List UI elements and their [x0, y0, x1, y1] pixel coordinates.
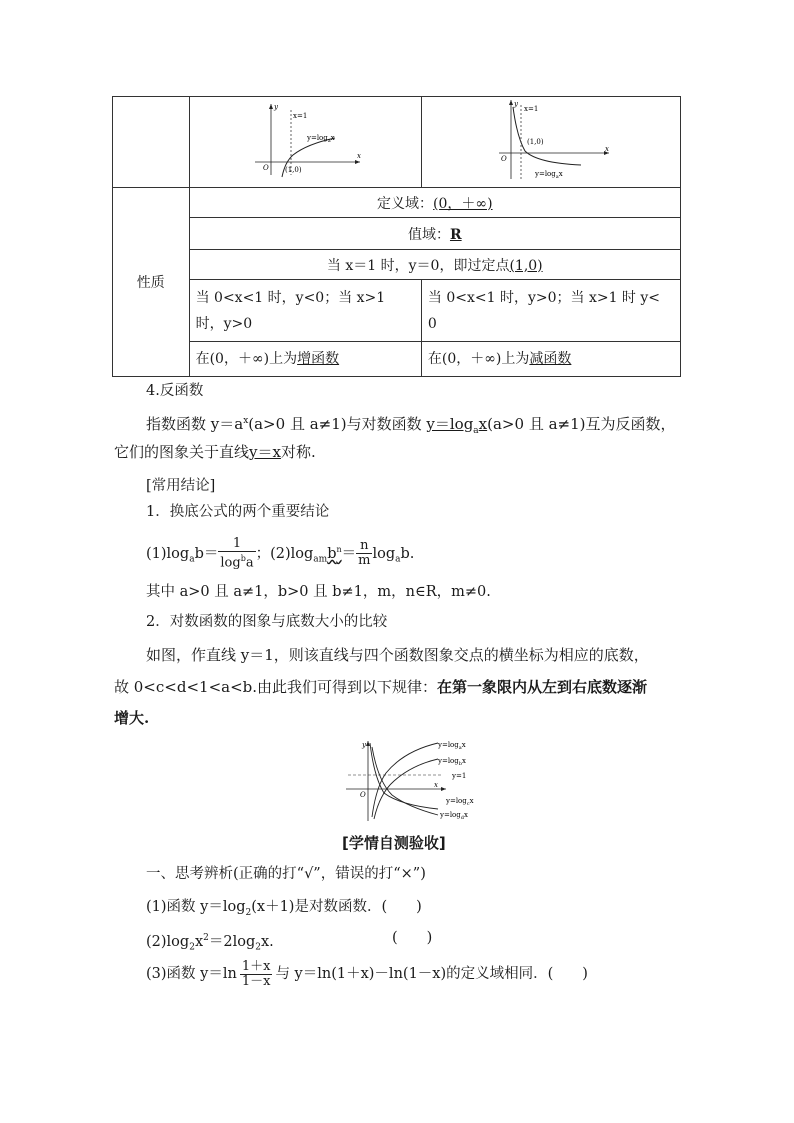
svg-text:x: x [357, 152, 362, 160]
svg-text:x=1: x=1 [293, 112, 308, 120]
svg-text:O: O [360, 791, 366, 799]
svg-text:y=logax: $y=\log_ax$ [534, 170, 563, 180]
row-label-properties: 性质 [113, 188, 190, 377]
svg-text:y=logdx: $y=\log_dx$ [440, 811, 468, 821]
judgement-heading: 一、思考辨析(正确的打“√”，错误的打“×”) [146, 866, 426, 882]
conclusion2-paragraph-line3: 增大. [114, 709, 150, 727]
graph-cell-increasing [189, 97, 421, 188]
monotonic-cell-increasing: 在(0，＋∞)上为增函数 [189, 342, 421, 377]
svg-text:O: O [500, 155, 507, 163]
log-properties-table [112, 96, 681, 377]
question-1: (1)函数 $y=\log_2(x+1)$是对数函数．( ) [146, 899, 422, 918]
fixed-point-row: 当 x＝1 时，y＝0，即过定点(1,0) [189, 250, 680, 280]
question-2-answer-bracket[interactable]: ( ) [392, 930, 433, 946]
sign-cell-increasing: 当 0<x<1 时，y<0；当 x>1 时，y>0 [189, 280, 421, 342]
graph-cell-decreasing [421, 97, 680, 188]
svg-text:y=1: y=1 [452, 772, 467, 780]
log-graph-decreasing [491, 97, 611, 183]
svg-text:y: y [362, 741, 366, 749]
question-3: (3)函数 y＝ln $\frac{1+x}{1-x}$ 与 y＝ln(1＋x)－ln(1－x)的定义域相同．( ) [146, 958, 588, 989]
svg-text:x=1: x=1 [523, 105, 539, 113]
question-2: $(2)\log_2x^2=2\log_2x$. [146, 933, 274, 953]
conclusion1-conditions: 其中 a>0 且 a≠1，b>0 且 b≠1，m，n∈R，m≠0. [146, 584, 491, 600]
conclusion2-paragraph-line1: 如图，作直线 y＝1，则该直线与四个函数图象交点的横坐标为相应的底数， [146, 646, 649, 664]
sign-cell-decreasing: 当 0<x<1 时，y>0；当 x>1 时 y< 0 [421, 280, 680, 342]
svg-text:x: x [434, 781, 438, 789]
conclusion2-paragraph-line2: 故 0<c<d<1<a<b.由此我们可得到以下规律：在第一象限内从左到右底数逐渐 [114, 678, 648, 696]
svg-text:y=logbx: $y=\log_bx$ [438, 757, 466, 767]
conclusion1-heading: 1．换底公式的两个重要结论 [146, 504, 330, 520]
svg-text:x: x [604, 145, 609, 153]
conclusions-label: [常用结论] [146, 478, 216, 494]
section4-paragraph-line1: 指数函数 $y=a^x(a>0$ 且 a≠1)与对数函数 $y=\log_ax(a>0$ 且 a≠1)互为反函数， [146, 415, 676, 436]
svg-text:(1,0): (1,0) [285, 166, 302, 174]
svg-text:(1,0): (1,0) [526, 138, 544, 146]
self-test-banner: [学情自测验收] [342, 834, 446, 852]
monotonic-cell-decreasing: 在(0，＋∞)上为减函数 [421, 342, 680, 377]
svg-text:y=logax: $y=\log_ax$ [438, 741, 466, 751]
svg-text:O: O [263, 164, 269, 172]
section4-paragraph-line2: 它们的图象关于直线y＝x对称. [114, 443, 316, 461]
table-corner-cell [113, 97, 190, 188]
svg-text:y: y [513, 100, 518, 108]
log-graph-increasing [245, 100, 365, 180]
four-log-graphs [342, 737, 482, 823]
change-of-base-formulas: $(1)\log_ab=$ $\frac{1}{\log^ba}$ ；$(2)\log_{am}b^n=$ $\frac{n}{m}$ $\log_ab$. [146, 536, 415, 571]
svg-text:y=logcx: $y=\log_cx$ [446, 797, 474, 807]
section4-heading: 4.反函数 [146, 383, 204, 399]
domain-row: 定义域：(0，＋∞) [189, 188, 680, 218]
svg-text:y: y [274, 103, 279, 111]
range-row: 值域：R [189, 218, 680, 250]
svg-text:y=logax: $y=\log_ax$ [307, 134, 335, 144]
conclusion2-heading: 2．对数函数的图象与底数大小的比较 [146, 614, 388, 630]
